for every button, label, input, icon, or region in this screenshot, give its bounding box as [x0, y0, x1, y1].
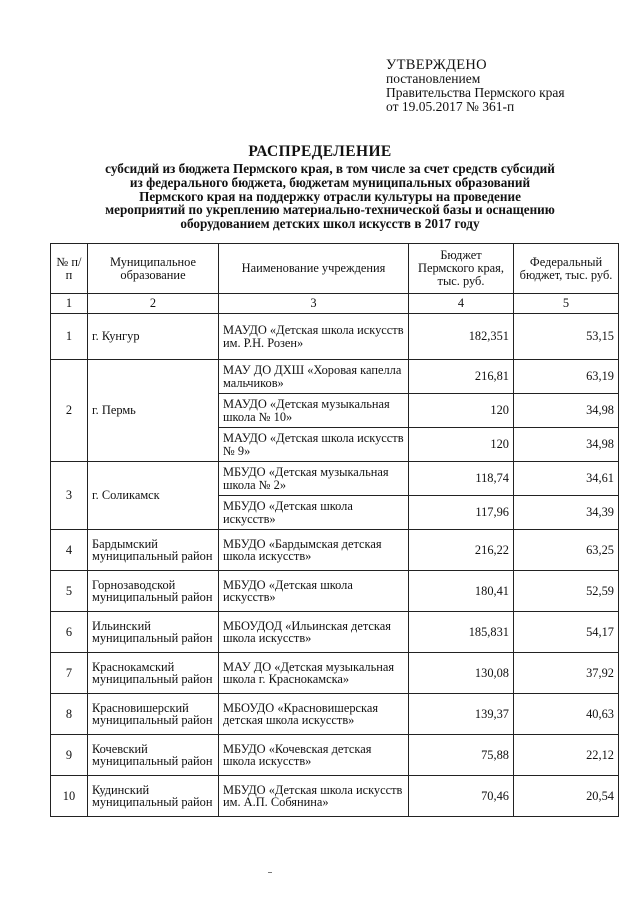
institution-name: МАУ ДО ДХШ «Хоровая капелла мальчиков» [219, 360, 409, 394]
approval-line: Правительства Пермского края [386, 85, 565, 100]
municipality-name: Кудинский муниципальный район [88, 776, 219, 817]
table-row [51, 735, 619, 776]
regional-budget-value: 216,81 [409, 360, 514, 394]
institution-name: МАУДО «Детская школа искусств № 9» [219, 428, 409, 462]
table-row [51, 360, 619, 394]
institution-name: МБУДО «Детская музыкальная школа № 2» [219, 462, 409, 496]
subtitle-line: из федерального бюджета, бюджетам муниципальных образований [129, 174, 531, 190]
institution-name: МБОУДОД «Ильинская детская школа искусств» [219, 612, 409, 653]
approval-line: постановлением [386, 71, 481, 86]
municipality-name: Ильинский муниципальный район [88, 612, 219, 653]
row-number: 2 [51, 360, 88, 462]
municipality-name: г. Кунгур [88, 314, 219, 360]
row-number: 8 [51, 694, 88, 735]
institution-name: МБУДО «Детская школа искусств» [219, 496, 409, 530]
regional-budget-value: 182,351 [409, 314, 514, 360]
table-row [51, 776, 619, 817]
regional-budget-value: 130,08 [409, 653, 514, 694]
municipality-name: Кочевский муниципальный район [88, 735, 219, 776]
regional-budget-value: 139,37 [409, 694, 514, 735]
table-row [51, 462, 619, 496]
row-number: 4 [51, 530, 88, 571]
row-number: 1 [51, 314, 88, 360]
column-number: 2 [88, 294, 219, 314]
row-number: 5 [51, 571, 88, 612]
institution-name: МБОУДО «Красновишерская детская школа искусств» [219, 694, 409, 735]
row-number: 9 [51, 735, 88, 776]
approval-title: УТВЕРЖДЕНО [386, 57, 487, 73]
table-row [51, 612, 619, 653]
municipality-name: Красновишерский муниципальный район [88, 694, 219, 735]
subtitle-line: субсидий из бюджета Пермского края, в том числе за счет средств субсидий [105, 161, 555, 176]
column-number: 3 [219, 294, 409, 314]
row-number: 3 [51, 462, 88, 530]
institution-name: МБУДО «Кочевская детская школа искусств» [219, 735, 409, 776]
row-number: 7 [51, 653, 88, 694]
table-row [51, 314, 619, 360]
regional-budget-value: 118,74 [409, 462, 514, 496]
table-row [51, 694, 619, 735]
table-row [51, 571, 619, 612]
table-body [51, 294, 619, 817]
federal-budget-value: 34,61 [514, 462, 619, 496]
federal-budget-value: 20,54 [514, 776, 619, 817]
column-number-row [51, 294, 619, 314]
column-number: 1 [51, 294, 88, 314]
municipality-name: г. Пермь [88, 360, 219, 462]
regional-budget-value: 120 [409, 428, 514, 462]
scan-mark [268, 872, 272, 873]
institution-name: МБУДО «Детская школа искусств им. А.П. Собянина» [219, 776, 409, 817]
federal-budget-value: 53,15 [514, 314, 619, 360]
institution-name: МБУДО «Детская школа искусств» [219, 571, 409, 612]
row-number: 10 [51, 776, 88, 817]
header-federal-budget: Федеральный бюджет, тыс. руб. [514, 244, 619, 294]
approval-line: от 19.05.2017 № 361-п [386, 99, 515, 114]
regional-budget-value: 216,22 [409, 530, 514, 571]
header-num: № п/п [51, 244, 88, 294]
regional-budget-value: 185,831 [409, 612, 514, 653]
column-number: 4 [409, 294, 514, 314]
municipality-name: Горнозаводской муниципальный район [88, 571, 219, 612]
federal-budget-value: 63,25 [514, 530, 619, 571]
federal-budget-value: 34,39 [514, 496, 619, 530]
subtitle-line: Пермского края на поддержку отрасли культуры на проведение [139, 188, 521, 204]
institution-name: МАУ ДО «Детская музыкальная школа г. Краснокамска» [219, 653, 409, 694]
table-row [51, 653, 619, 694]
municipality-name: Бардымский муниципальный район [88, 530, 219, 571]
subtitle-line: мероприятий по укреплению материально-технической базы и оснащению [105, 202, 555, 218]
regional-budget-value: 117,96 [409, 496, 514, 530]
municipality-name: г. Соликамск [88, 462, 219, 530]
federal-budget-value: 54,17 [514, 612, 619, 653]
document-title: РАСПРЕДЕЛЕНИЕ [248, 143, 392, 160]
federal-budget-value: 34,98 [514, 428, 619, 462]
table-header-row [51, 244, 619, 294]
header-municipality: Муниципальное образование [88, 244, 219, 294]
federal-budget-value: 40,63 [514, 694, 619, 735]
approval-stamp [386, 58, 565, 114]
header-institution: Наименование учреждения [219, 244, 409, 294]
institution-name: МБУДО «Бардымская детская школа искусств» [219, 530, 409, 571]
federal-budget-value: 63,19 [514, 360, 619, 394]
table-row [51, 530, 619, 571]
regional-budget-value: 120 [409, 394, 514, 428]
distribution-table [50, 243, 619, 817]
federal-budget-value: 22,12 [514, 735, 619, 776]
municipality-name: Краснокамский муниципальный район [88, 653, 219, 694]
institution-name: МАУДО «Детская музыкальная школа № 10» [219, 394, 409, 428]
regional-budget-value: 75,88 [409, 735, 514, 776]
federal-budget-value: 34,98 [514, 394, 619, 428]
regional-budget-value: 180,41 [409, 571, 514, 612]
federal-budget-value: 37,92 [514, 653, 619, 694]
document-subtitle [60, 162, 600, 231]
header-regional-budget: Бюджет Пермского края, тыс. руб. [409, 244, 514, 294]
column-number: 5 [514, 294, 619, 314]
regional-budget-value: 70,46 [409, 776, 514, 817]
row-number: 6 [51, 612, 88, 653]
institution-name: МАУДО «Детская школа искусств им. Р.Н. Розен» [219, 314, 409, 360]
subtitle-line: оборудованием детских школ искусств в 2017 году [180, 216, 480, 232]
federal-budget-value: 52,59 [514, 571, 619, 612]
